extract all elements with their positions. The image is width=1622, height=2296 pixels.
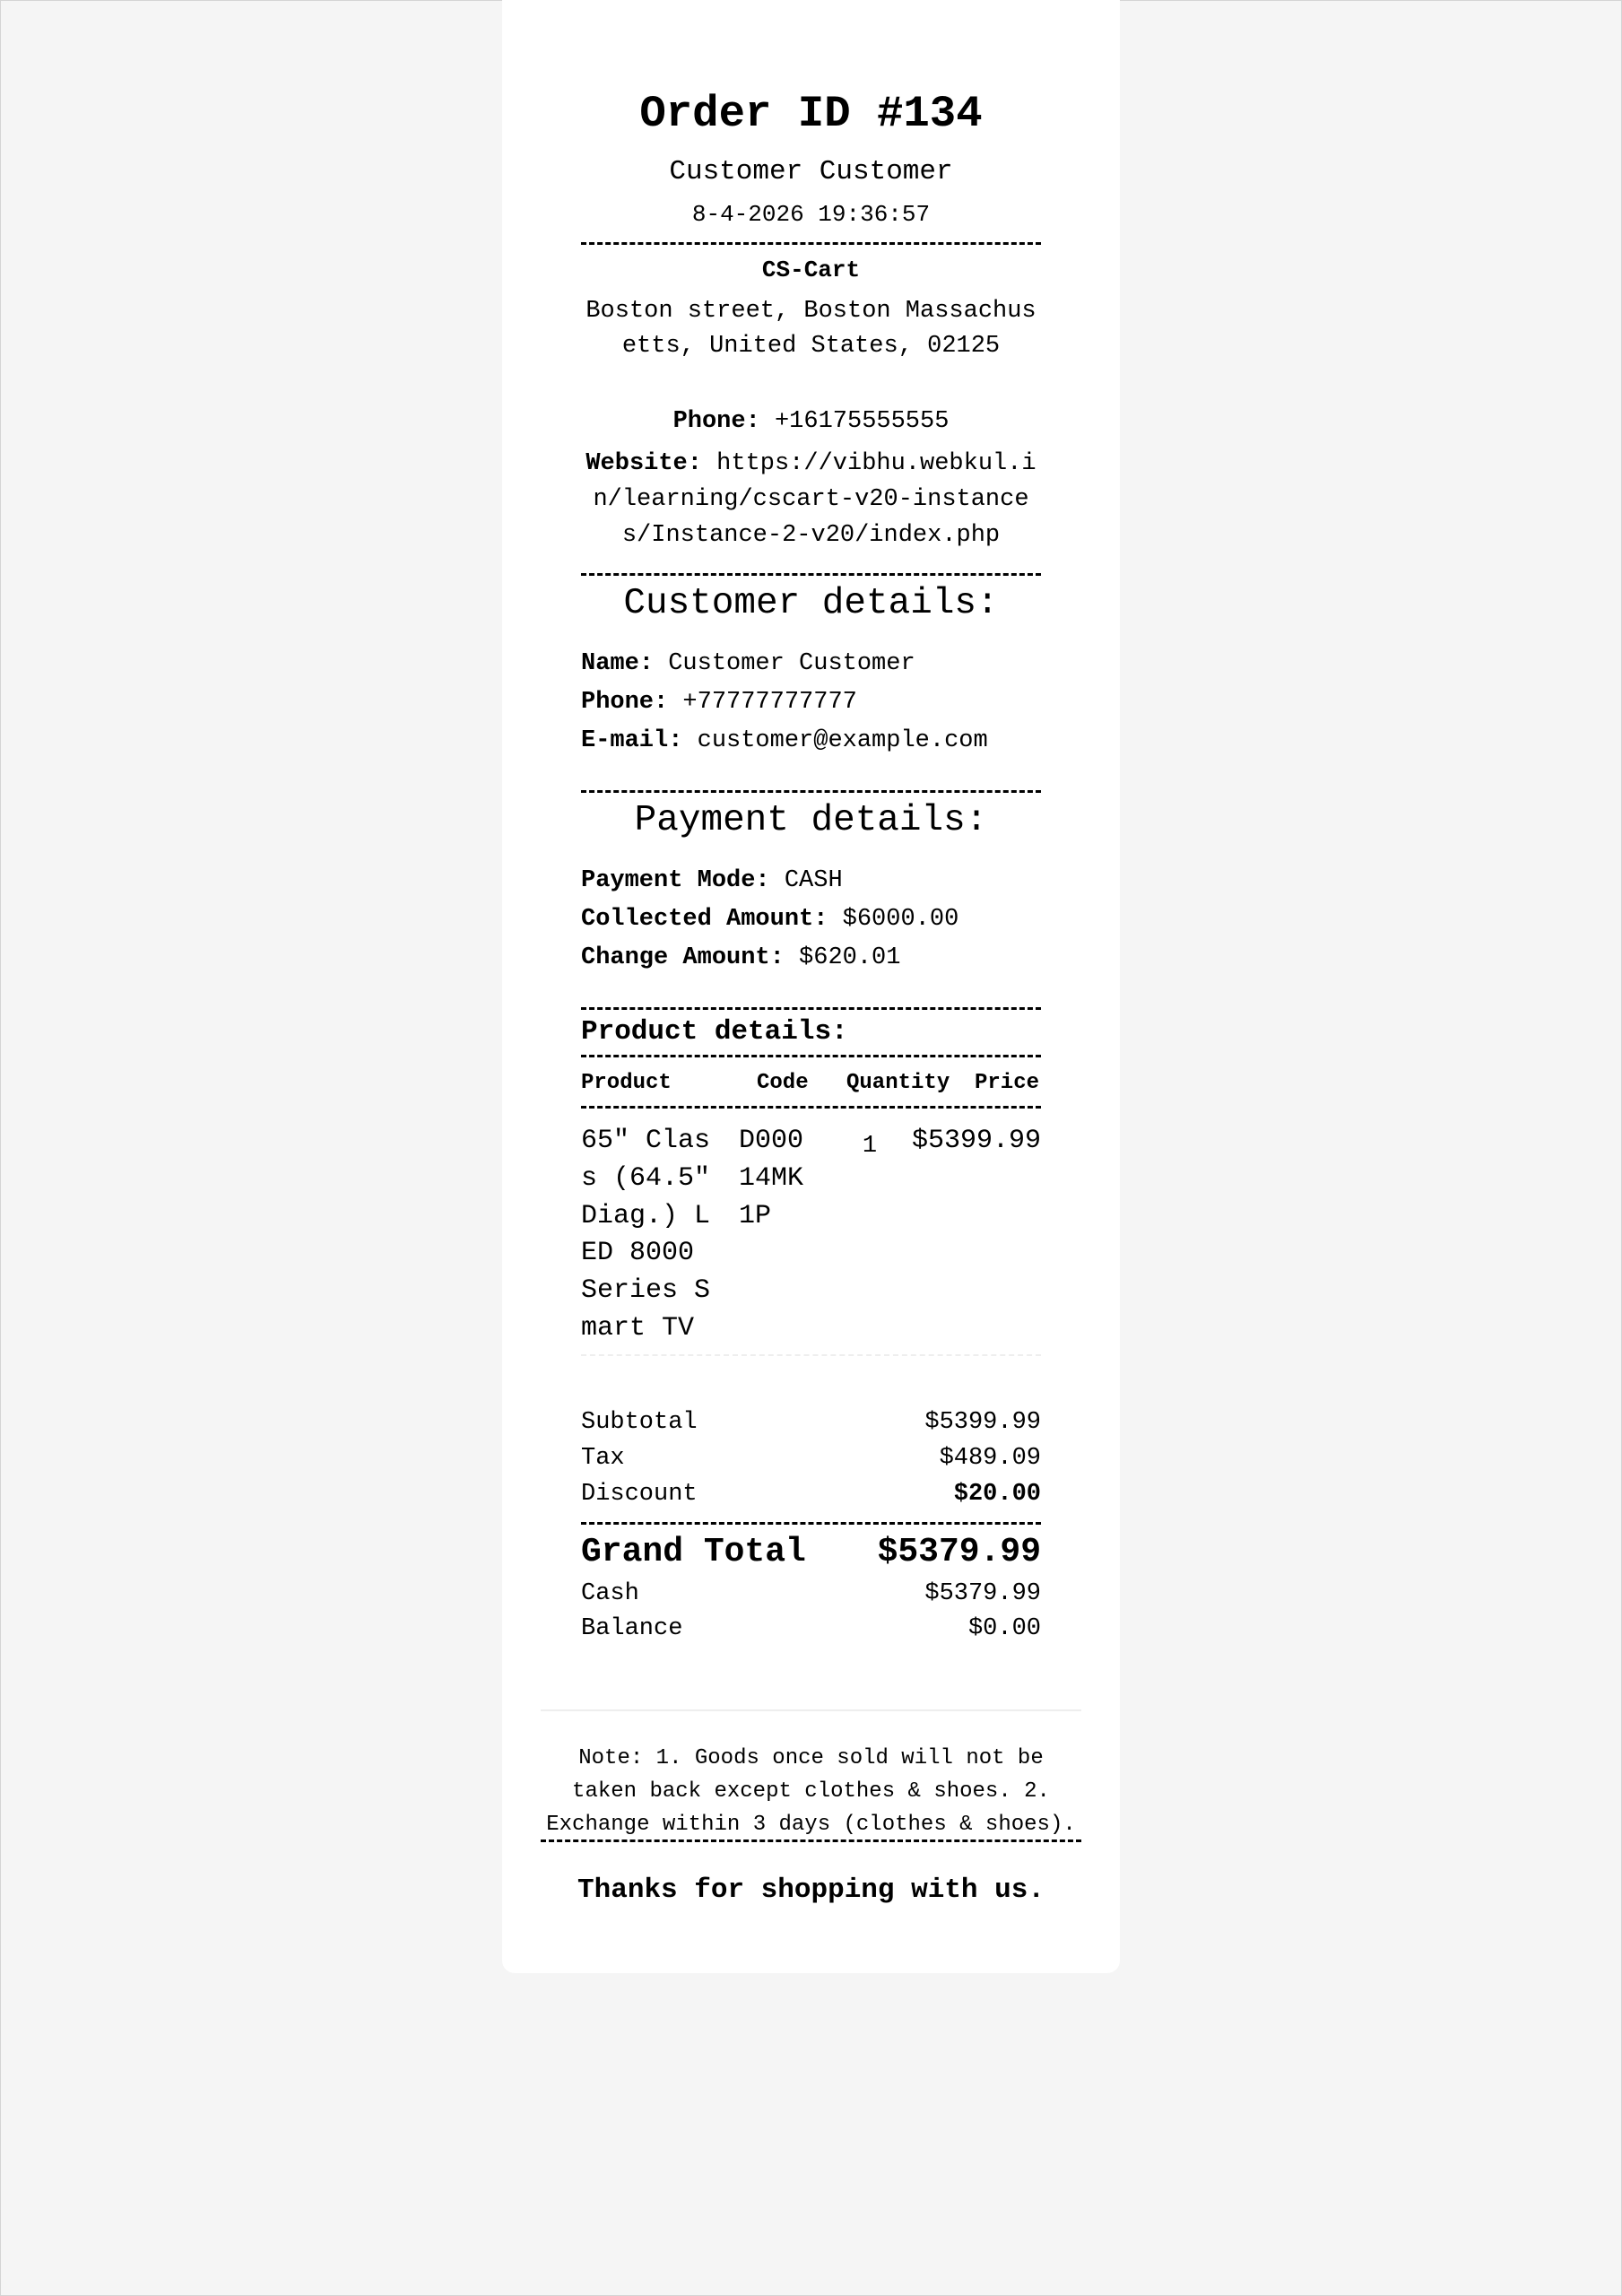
customer-name-value: Customer Customer (668, 650, 915, 677)
store-website (581, 446, 1041, 553)
balance-label: Balance (581, 1615, 683, 1642)
product-name-cell: 65" Class (64.5" Diag.) LED 8000 Series Smart TV (581, 1126, 711, 1344)
store-phone (581, 405, 1041, 438)
receipt (502, 0, 1120, 1973)
product-quantity-cell: 1 (862, 1133, 878, 1160)
customer-email-value: customer@example.com (697, 727, 988, 754)
divider (581, 573, 1041, 576)
row-divider (581, 1354, 1041, 1356)
column-header-quantity: Quantity (846, 1071, 950, 1095)
customer-email-row (581, 725, 1041, 757)
change-amount-label: Change Amount: (581, 944, 785, 971)
discount-label: Discount (581, 1481, 698, 1508)
divider (541, 1839, 1081, 1842)
column-header-price: Price (975, 1071, 1040, 1095)
divider (581, 790, 1041, 793)
cash-value: $5379.99 (924, 1580, 1041, 1607)
footer-separator (541, 1709, 1081, 1711)
column-header-product: Product (581, 1071, 672, 1095)
order-title: Order ID #134 (639, 89, 983, 139)
store-website-value: https://vibhu.webkul.in/learning/cscart-v20-instances/Instance-2-v20/index.php (593, 450, 1037, 549)
receipt-note: Note: 1. Goods once sold will not be taken back except clothes & shoes. 2. Exchange within 3 days (clothes & shoes). (546, 1746, 1076, 1837)
tax-value: $489.09 (939, 1445, 1041, 1472)
payment-mode-label: Payment Mode: (581, 867, 770, 894)
product-details-heading: Product details: (581, 1016, 848, 1048)
store-phone-value: +16175555555 (774, 408, 950, 435)
collected-amount-label: Collected Amount: (581, 906, 828, 933)
customer-name-row (581, 648, 1041, 680)
customer-phone-row (581, 686, 1041, 718)
order-customer-name: Customer Customer (669, 156, 953, 187)
balance-value: $0.00 (967, 1615, 1041, 1642)
collected-amount-value: $6000.00 (842, 906, 959, 933)
store-address: Boston street, Boston Massachusetts, United States, 02125 (585, 298, 1037, 360)
change-amount-row (581, 942, 1041, 974)
divider (581, 1522, 1041, 1525)
customer-details-heading: Customer details: (623, 583, 999, 624)
thanks-message: Thanks for shopping with us. (577, 1874, 1045, 1906)
subtotal-value: $5399.99 (924, 1409, 1041, 1436)
payment-mode-value: CASH (784, 867, 843, 894)
cash-label: Cash (581, 1580, 639, 1607)
grand-total-label: Grand Total (581, 1533, 806, 1571)
column-header-code: Code (757, 1071, 809, 1095)
product-price-cell: $5399.99 (911, 1126, 1041, 1156)
collected-amount-row (581, 903, 1041, 935)
divider (581, 1106, 1041, 1109)
customer-email-label: E-mail: (581, 727, 683, 754)
product-code-cell: D00014MK1P (739, 1126, 804, 1231)
customer-phone-label: Phone: (581, 689, 669, 716)
store-name: CS-Cart (761, 257, 861, 283)
customer-name-label: Name: (581, 650, 655, 677)
grand-total-value: $5379.99 (877, 1533, 1041, 1571)
tax-label: Tax (581, 1445, 625, 1472)
change-amount-value: $620.01 (799, 944, 901, 971)
divider (581, 242, 1041, 245)
divider (581, 1007, 1041, 1010)
subtotal-label: Subtotal (581, 1409, 698, 1436)
store-website-label: Website: (585, 450, 702, 477)
customer-phone-value: +77777777777 (682, 689, 857, 716)
payment-mode-row (581, 865, 1041, 897)
order-date: 8-4-2026 19:36:57 (691, 201, 931, 228)
divider (581, 1055, 1041, 1057)
discount-value: $20.00 (953, 1481, 1041, 1508)
store-phone-label: Phone: (672, 408, 760, 435)
payment-details-heading: Payment details: (634, 800, 988, 841)
